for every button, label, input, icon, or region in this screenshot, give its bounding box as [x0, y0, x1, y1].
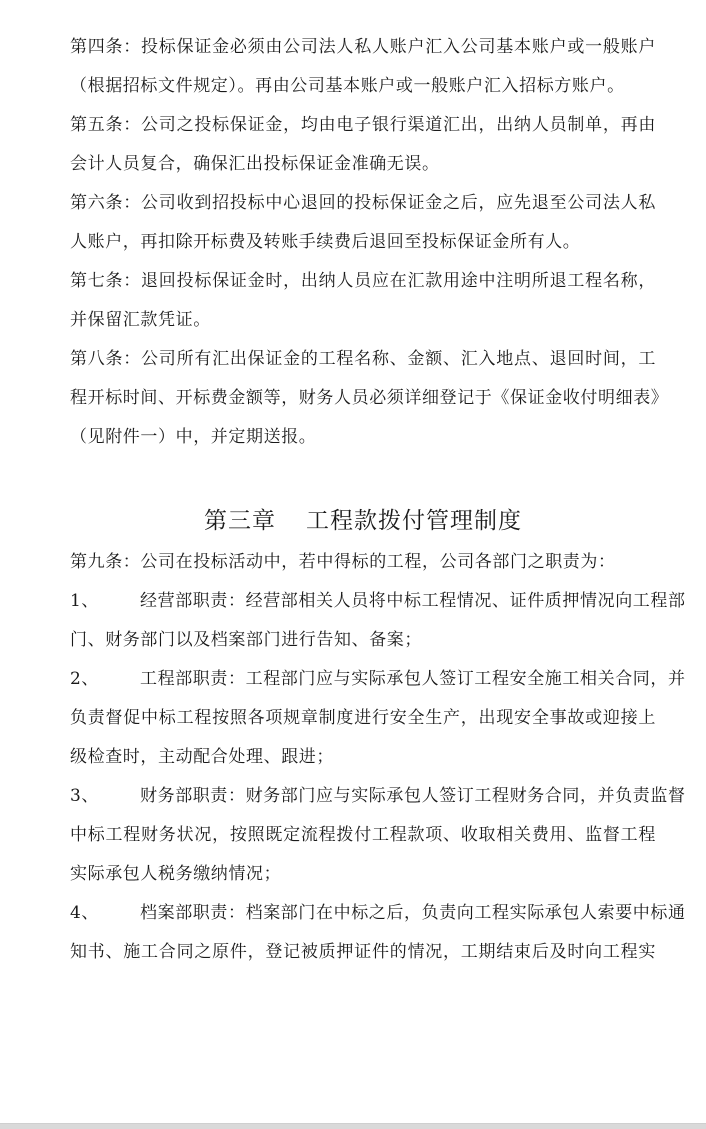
- article-line: （根据招标文件规定）。再由公司基本账户或一般账户汇入招标方账户。: [70, 76, 625, 96]
- article-7: [70, 262, 656, 340]
- duty-line: 门、财务部门以及档案部门进行告知、备案；: [70, 630, 422, 650]
- duty-number: 4、: [70, 903, 100, 923]
- duty-text: 档案部职责：档案部门在中标之后，负责向工程实际承包人索要中标通: [140, 903, 686, 923]
- duty-line: 实际承包人税务缴纳情况；: [70, 864, 282, 884]
- chapter-title: 工程款拨付管理制度: [306, 508, 522, 534]
- duty-first-line: [70, 582, 686, 621]
- duty-item-1: [70, 582, 686, 660]
- section-spacer: [70, 457, 656, 499]
- document-body: [70, 28, 686, 972]
- duty-text: 经营部职责：经营部相关人员将中标工程情况、证件质押情况向工程部: [140, 591, 686, 611]
- duty-item-4: [70, 894, 686, 972]
- article-line: 会计人员复合，确保汇出投标保证金准确无误。: [70, 154, 440, 174]
- duty-text: 工程部职责：工程部门应与实际承包人签订工程安全施工相关合同，并: [140, 669, 686, 689]
- article-line: 第六条：公司收到招投标中心退回的投标保证金之后，应先退至公司法人私: [70, 193, 656, 213]
- duty-line: 负责督促中标工程按照各项规章制度进行安全生产，出现安全事故或迎接上: [70, 708, 656, 728]
- duty-first-line: [70, 894, 686, 933]
- article-line: 第五条：公司之投标保证金，均由电子银行渠道汇出，出纳人员制单，再由: [70, 115, 656, 135]
- article-line: 人账户，再扣除开标费及转账手续费后退回至投标保证金所有人。: [70, 232, 581, 252]
- duty-number: 3、: [70, 786, 100, 806]
- chapter-number: 第三章: [204, 508, 276, 534]
- duty-line: 知书、施工合同之原件，登记被质押证件的情况，工期结束后及时向工程实: [70, 942, 656, 962]
- duty-number: 2、: [70, 669, 100, 689]
- page-bottom-edge: [0, 1123, 706, 1129]
- article-line: 第四条：投标保证金必须由公司法人私人账户汇入公司基本账户或一般账户: [70, 37, 656, 57]
- duty-line: 中标工程财务状况，按照既定流程拨付工程款项、收取相关费用、监督工程: [70, 825, 656, 845]
- article-8: [70, 340, 669, 457]
- article-6: [70, 184, 656, 262]
- article-line: （见附件一）中，并定期送报。: [70, 427, 317, 447]
- duty-first-line: [70, 777, 686, 816]
- article-9: 第九条：公司在投标活动中，若中得标的工程，公司各部门之职责为：: [70, 552, 616, 572]
- article-line: 第八条：公司所有汇出保证金的工程名称、金额、汇入地点、退回时间，工: [70, 349, 656, 369]
- chapter-heading: [70, 499, 656, 543]
- duty-number: 1、: [70, 591, 100, 611]
- article-line: 第七条：退回投标保证金时，出纳人员应在汇款用途中注明所退工程名称，: [70, 271, 656, 291]
- article-line: 程开标时间、开标费金额等，财务人员必须详细登记于《保证金收付明细表》: [70, 388, 669, 408]
- article-line: 并保留汇款凭证。: [70, 310, 211, 330]
- duty-line: 级检查时，主动配合处理、跟进；: [70, 747, 334, 767]
- duty-first-line: [70, 660, 686, 699]
- article-4: [70, 28, 656, 106]
- article-5: [70, 106, 656, 184]
- duty-item-3: [70, 777, 686, 894]
- duty-text: 财务部职责：财务部门应与实际承包人签订工程财务合同，并负责监督: [140, 786, 686, 806]
- duty-item-2: [70, 660, 686, 777]
